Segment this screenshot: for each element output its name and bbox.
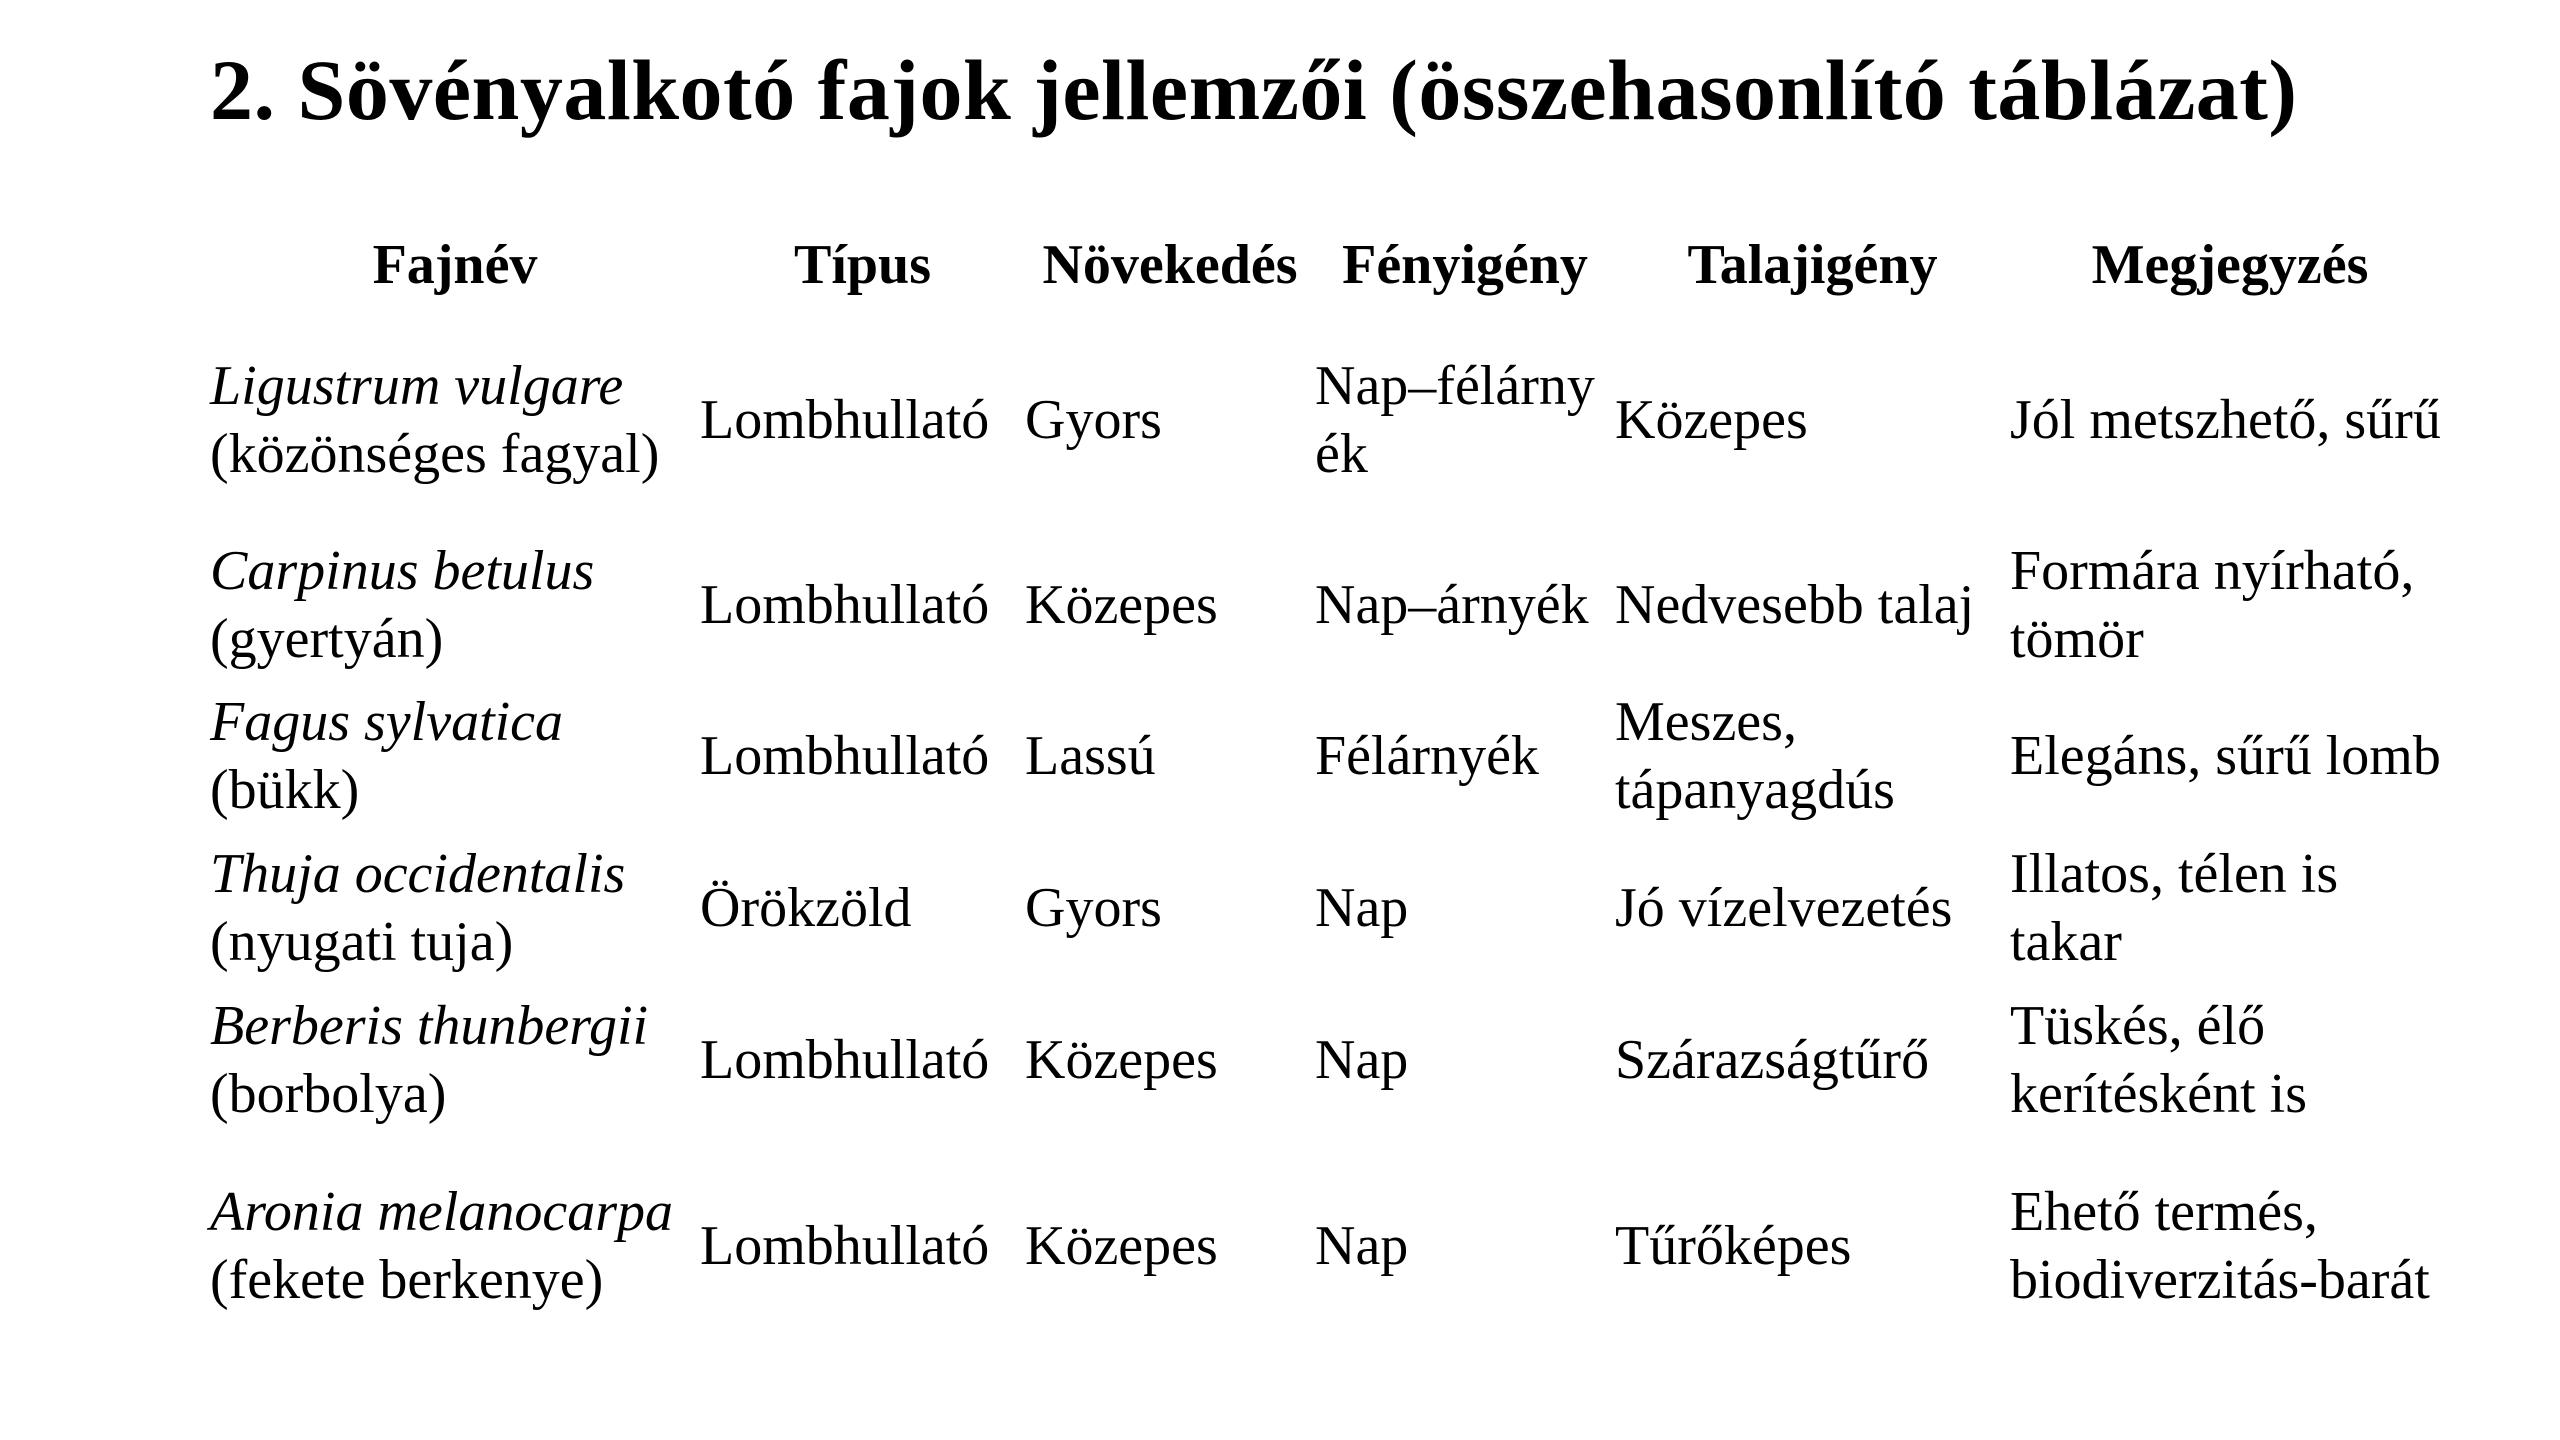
- type-cell: Lombhullató: [700, 1215, 990, 1277]
- light-cell: Nap: [1315, 1029, 1409, 1091]
- scientific-name: Ligustrum vulgare: [210, 355, 624, 417]
- common-name: (közönséges fagyal): [210, 423, 660, 485]
- species-cell: [210, 1136, 700, 1356]
- column-header-note: Megjegyzés: [2091, 234, 2369, 296]
- type-cell: Örökzöld: [700, 877, 912, 939]
- scientific-name: Berberis thunbergii: [210, 995, 649, 1057]
- scientific-name: Carpinus betulus: [210, 540, 595, 602]
- species-cell: [210, 310, 700, 530]
- common-name: (bükk): [210, 759, 360, 821]
- growth-cell: Gyors: [1025, 877, 1162, 939]
- common-name: (gyertyán): [210, 608, 444, 670]
- table-header-row: [210, 220, 2450, 310]
- soil-cell: Tűrőképes: [1615, 1215, 1852, 1277]
- growth-cell: Közepes: [1025, 1029, 1218, 1091]
- light-cell: Nap–félárnyék: [1315, 355, 1595, 485]
- common-name: (fekete berkenye): [210, 1249, 604, 1311]
- note-cell: Ehető termés, biodiverzitás-barát: [2010, 1181, 2430, 1311]
- note-cell: Tüskés, élő kerítésként is: [2010, 995, 2308, 1125]
- scientific-name: Aronia melanocarpa: [210, 1181, 673, 1243]
- common-name: (borbolya): [210, 1063, 447, 1125]
- column-header-type: Típus: [794, 234, 931, 296]
- table-row: [210, 530, 2450, 680]
- type-cell: Lombhullató: [700, 1029, 990, 1091]
- column-header-species: Fajnév: [372, 234, 538, 296]
- column-header-growth: Növekedés: [1042, 234, 1298, 296]
- type-cell: Lombhullató: [700, 574, 990, 636]
- light-cell: Nap: [1315, 1215, 1409, 1277]
- column-header-light: Fényigény: [1342, 234, 1588, 296]
- common-name: (nyugati tuja): [210, 911, 514, 973]
- scientific-name: Fagus sylvatica: [210, 691, 564, 753]
- soil-cell: Közepes: [1615, 389, 1808, 451]
- note-cell: Elegáns, sűrű lomb: [2010, 725, 2441, 787]
- light-cell: Félárnyék: [1315, 725, 1539, 787]
- soil-cell: Szárazságtűrő: [1615, 1029, 1930, 1091]
- note-cell: Illatos, télen is takar: [2010, 843, 2339, 973]
- soil-cell: Nedvesebb talaj: [1615, 574, 1975, 636]
- document-page: [210, 40, 2510, 1311]
- table-row: [210, 1136, 2450, 1356]
- type-cell: Lombhullató: [700, 389, 990, 451]
- note-cell: Formára nyírható, tömör: [2010, 540, 2415, 670]
- page-title: 2. Sövényalkotó fajok jellemzői (összehasonlító táblázat): [210, 42, 2298, 138]
- light-cell: Nap–árnyék: [1315, 574, 1589, 636]
- growth-cell: Lassú: [1025, 725, 1156, 787]
- soil-cell: Jó vízelvezetés: [1615, 877, 1953, 939]
- table-row: [210, 680, 2450, 832]
- table-row: [210, 310, 2450, 530]
- species-cell: [210, 832, 700, 984]
- scientific-name: Thuja occidentalis: [210, 843, 626, 905]
- growth-cell: Közepes: [1025, 1215, 1218, 1277]
- type-cell: Lombhullató: [700, 725, 990, 787]
- table-row: [210, 832, 2450, 984]
- growth-cell: Gyors: [1025, 389, 1162, 451]
- species-cell: [210, 984, 700, 1136]
- note-cell: Jól metszhető, sűrű: [2010, 389, 2441, 451]
- growth-cell: Közepes: [1025, 574, 1218, 636]
- species-cell: [210, 680, 700, 832]
- column-header-soil: Talajigény: [1687, 234, 1938, 296]
- light-cell: Nap: [1315, 877, 1409, 939]
- table-row: [210, 984, 2450, 1136]
- species-cell: [210, 530, 700, 680]
- species-comparison-table: [210, 220, 2450, 1356]
- soil-cell: Meszes, tápanyagdús: [1615, 691, 1895, 821]
